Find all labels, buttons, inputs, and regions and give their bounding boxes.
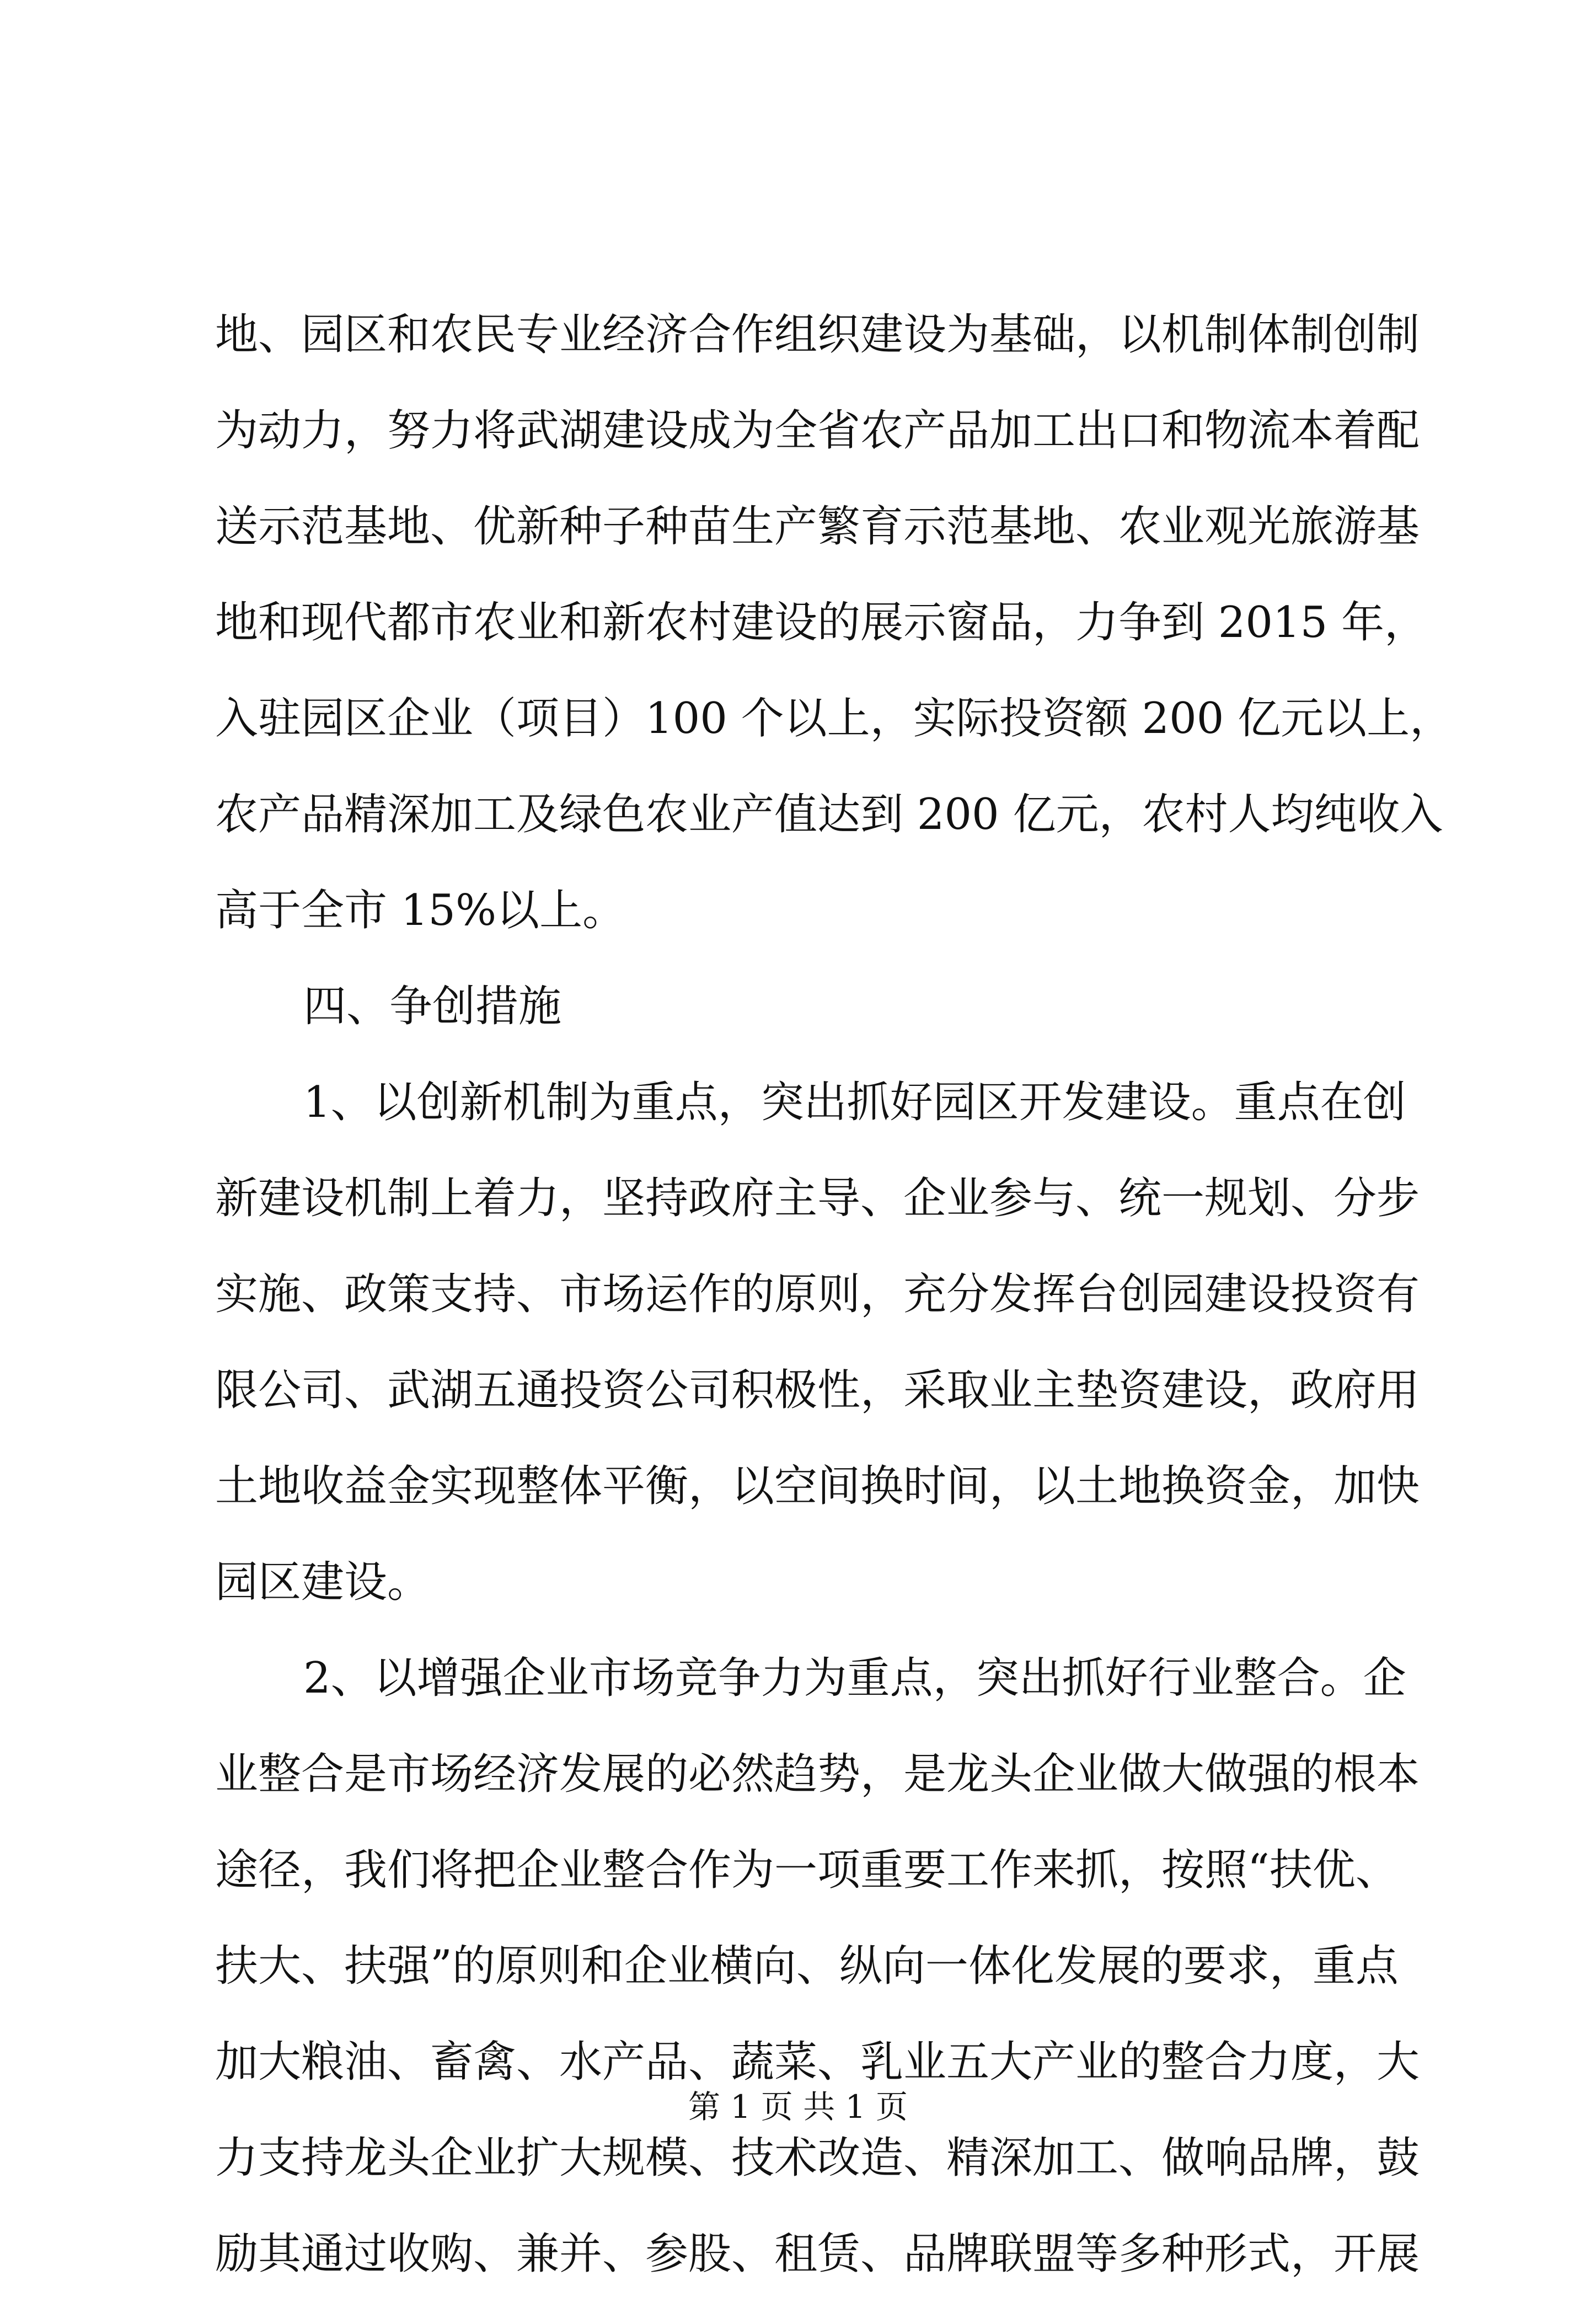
text-line: 送示范基地、优新种子种苗生产繁育示范基地、农业观光旅游基 (215, 502, 1420, 552)
text-line: 土地收益金实现整体平衡，以空间换时间，以土地换资金，加快 (215, 1461, 1420, 1511)
text-line: 扶大、扶强”的原则和企业横向、纵向一体化发展的要求，重点 (215, 1941, 1399, 1991)
text-line: 2、以增强企业市场竞争力为重点，突出抓好行业整合。企 (303, 1653, 1406, 1703)
text-line: 1、以创新机制为重点，突出抓好园区开发建设。重点在创 (303, 1078, 1406, 1127)
text-line: 高于全市 15%以上。 (215, 886, 626, 935)
text-line: 力支持龙头企业扩大规模、技术改造、精深加工、做响品牌，鼓 (215, 2133, 1420, 2183)
text-line: 加大粮油、畜禽、水产品、蔬菜、乳业五大产业的整合力度，大 (215, 2037, 1420, 2087)
document-body (215, 287, 1453, 2302)
text-line: 业整合是市场经济发展的必然趋势，是龙头企业做大做强的根本 (215, 1749, 1420, 1799)
text-line: 园区建设。 (215, 1557, 431, 1607)
text-line: 入驻园区企业（项目）100 个以上，实际投资额 200 亿元以上， (215, 694, 1453, 743)
section-heading: 四、争创措施 (303, 982, 562, 1031)
text-line: 励其通过收购、兼并、参股、租赁、品牌联盟等多种形式，开展 (215, 2229, 1420, 2279)
text-line: 限公司、武湖五通投资公司积极性，采取业主垫资建设，政府用 (215, 1366, 1420, 1415)
text-line: 农产品精深加工及绿色农业产值达到 200 亿元，农村人均纯收入 (215, 790, 1443, 839)
text-line: 途径，我们将把企业整合作为一项重要工作来抓，按照“扶优、 (215, 1845, 1399, 1895)
page-number: 第 1 页 共 1 页 (688, 2088, 908, 2126)
page-footer (0, 2085, 1596, 2129)
text-line: 为动力，努力将武湖建设成为全省农产品加工出口和物流本着配 (215, 406, 1420, 456)
text-line: 地、园区和农民专业经济合作组织建设为基础，以机制体制创制 (215, 310, 1420, 360)
text-line: 实施、政策支持、市场运作的原则，充分发挥台创园建设投资有 (215, 1270, 1420, 1319)
text-line: 新建设机制上着力，坚持政府主导、企业参与、统一规划、分步 (215, 1174, 1420, 1223)
text-line: 地和现代都市农业和新农村建设的展示窗品，力争到 2015 年， (215, 598, 1428, 647)
